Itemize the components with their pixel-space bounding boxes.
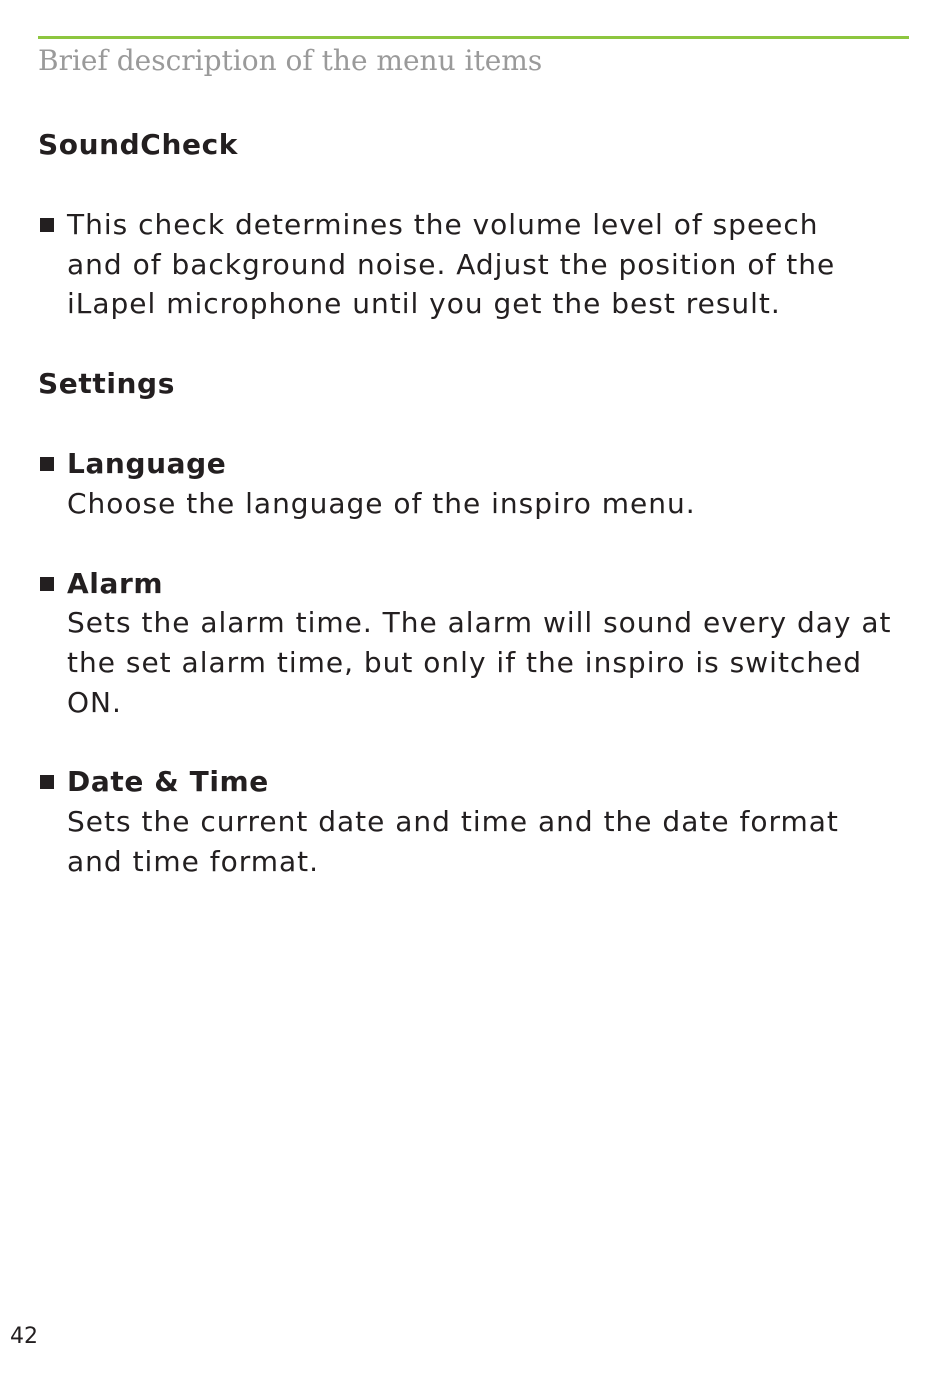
running-head: Brief description of the menu items xyxy=(38,44,543,77)
page-number: 42 xyxy=(10,1324,38,1349)
soundcheck-item xyxy=(38,205,867,324)
section-heading-soundcheck: SoundCheck xyxy=(38,128,239,161)
settings-item-language xyxy=(38,444,898,523)
bullet-icon xyxy=(40,775,54,789)
section-heading-settings: Settings xyxy=(38,367,175,401)
bullet-icon xyxy=(40,218,54,232)
header-rule xyxy=(38,36,909,39)
date-time-title: Date & Time xyxy=(67,765,269,799)
page-content xyxy=(38,125,898,921)
alarm-description: Sets the alarm time. The alarm will sound every day at the set alarm time, but only if the inspiro is switched ON. xyxy=(67,606,892,719)
date-time-description: Sets the current date and time and the date format and time format. xyxy=(67,805,839,878)
alarm-title: Alarm xyxy=(67,566,164,600)
settings-item-date-time xyxy=(38,762,867,881)
bullet-icon xyxy=(40,457,54,471)
language-title: Language xyxy=(67,447,227,481)
language-description: Choose the language of the inspiro menu. xyxy=(67,486,696,520)
settings-item-alarm xyxy=(38,564,898,723)
soundcheck-description: This check determines the volume level of speech and of background noise. Adjust the position of the iLapel microphone until you get the best result. xyxy=(67,208,836,321)
bullet-icon xyxy=(40,577,54,591)
